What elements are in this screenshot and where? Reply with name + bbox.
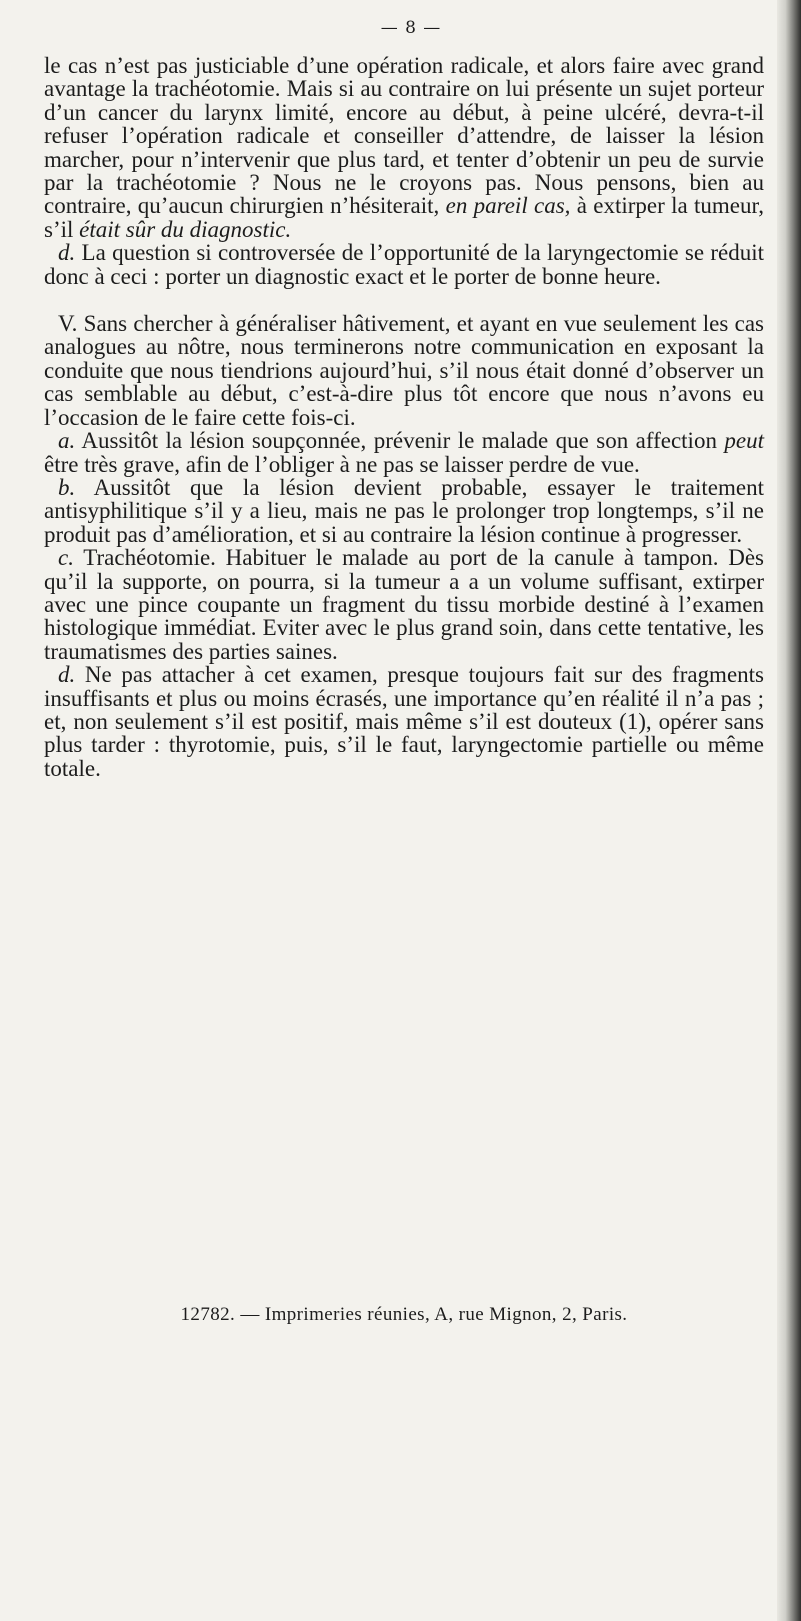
paragraph-d bbox=[44, 241, 764, 288]
section-gap bbox=[44, 288, 764, 312]
paragraph-c-text: Trachéotomie. Habituer le malade au port de la canule à tampon. Dès qu’il la supporte, on pourra, si la tumeur a a un volume suffisant, extirper avec une pince coupante un fragment du tissu morbide destiné à l’examen histologique immédiat. Eviter avec le plus grand soin, dans cette tentative, les traumatismes des parties saines. bbox=[44, 545, 764, 664]
paragraph-section-v: V. Sans chercher à généraliser hâtivement, et ayant en vue seulement les cas analogues au nôtre, nous terminerons notre communication en exposant la conduite que nous tiendrions aujourd’hui, s’il nous était donné d’observer un cas semblable au début, c’est-à-dire plus tôt encore que nous n’avons eu l’occasion de le faire cette fois-ci. bbox=[44, 311, 764, 430]
item-label-a: a. bbox=[58, 428, 76, 454]
item-label-d: d. bbox=[58, 240, 76, 266]
paragraph-d-text: La question si controversée de l’opportunité de la laryngectomie se réduit donc à ceci : porter un diagnostic exact et le porter de bonne heure. bbox=[44, 240, 764, 289]
page-edge-shadow bbox=[777, 0, 801, 1621]
page-body bbox=[44, 18, 764, 780]
paragraph-intro bbox=[44, 54, 764, 241]
page-number: — 8 — bbox=[380, 18, 442, 38]
item-label-b: b. bbox=[58, 474, 76, 500]
paragraph-a bbox=[44, 429, 764, 476]
item-label-d2: d. bbox=[58, 662, 76, 688]
paragraph-intro-italic: en pareil cas, bbox=[445, 193, 571, 219]
paragraph-intro-italic-2: était sûr du diagnostic. bbox=[79, 216, 292, 242]
paragraph-intro-text: le cas n’est pas justiciable d’une opération radicale, et alors faire avec grand avantage la trachéotomie. Mais si au contraire on lui présente un sujet porteur d’un cancer du larynx limité, encore au début, à peine ulcéré, devra-t-il refuser l’opération radicale et conseiller d’attendre, de laisser la lésion marcher, pour n’intervenir que plus tard, et tenter d’obtenir un peu de survie par la trachéotomie ? Nous ne le croyons pas. Nous pensons, bien au contraire, qu’aucun chirurgien n’hésiterait, bbox=[44, 53, 764, 219]
paragraph-b bbox=[44, 476, 764, 546]
paragraph-c bbox=[44, 546, 764, 663]
printer-footer: 12782. — Imprimeries réunies, A, rue Mignon, 2, Paris. bbox=[180, 1304, 628, 1325]
paragraph-d2 bbox=[44, 663, 764, 780]
paragraph-d2-text: Ne pas attacher à cet examen, presque toujours fait sur des fragments insuffisants et plus ou moins écrasés, une importance qu’en réalité il n’a pas ; et, non seulement s’il est positif, mais même s’il est douteux (1), opérer sans plus tarder : thyrotomie, puis, s’il le faut, laryngectomie partielle ou même totale. bbox=[44, 662, 765, 781]
paragraph-intro-text-2: à extirper la tumeur, s’il bbox=[44, 193, 764, 242]
paragraph-a-italic: peut bbox=[724, 428, 764, 454]
paragraph-a-text-2: être très grave, afin de l’obliger à ne pas se laisser perdre de vue. bbox=[44, 451, 640, 477]
paragraph-b-text: Aussitôt que la lésion devient probable, essayer le traitement antisyphilitique s’il y a lieu, mais ne pas le prolonger trop longtemps, s’il ne produit pas d’amélioration, et si au contraire la lésion continue à progresser. bbox=[44, 474, 764, 547]
item-label-c: c. bbox=[58, 545, 74, 571]
paragraph-a-text: Aussitôt la lésion soupçonnée, prévenir le malade que son affection bbox=[81, 428, 717, 454]
